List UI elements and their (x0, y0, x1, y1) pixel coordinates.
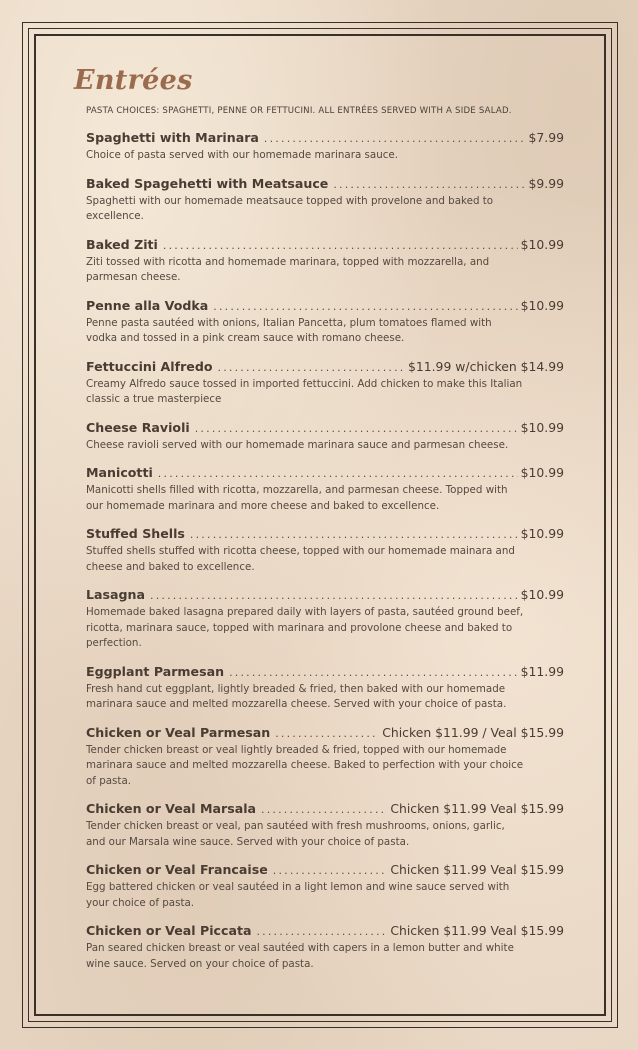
dot-leader (163, 238, 518, 254)
menu-item-name: Spaghetti with Marinara (86, 130, 259, 145)
menu-item-description: Stuffed shells stuffed with ricotta cheese, topped with our homemade mainara and cheese and baked to excellence. (86, 545, 515, 573)
menu-item (86, 664, 564, 713)
menu-item-header (86, 465, 564, 482)
menu-item-price: $10.99 (520, 587, 564, 602)
dot-leader (264, 131, 526, 147)
menu-item-header (86, 420, 564, 437)
menu-item-description: Fresh hand cut eggplant, lightly breaded & fried, then baked with our homemade marinara sauce and melted mozzarella cheese. Served with your choice of pasta. (86, 682, 507, 710)
menu-item-name: Chicken or Veal Marsala (86, 801, 257, 816)
dot-leader (190, 527, 518, 543)
dot-leader (158, 466, 518, 482)
menu-item (86, 359, 564, 408)
section-subtitle: PASTA CHOICES: SPAGHETTI, PENNE OR FETTUCINI. ALL ENTRÉES SERVED WITH A SIDE SALAD. (86, 106, 512, 116)
menu-item (86, 526, 564, 575)
menu-item (86, 298, 564, 347)
menu-item-header (86, 298, 564, 315)
menu-item-description: Creamy Alfredo sauce tossed in imported fettuccini. Add chicken to make this Italian classic a true masterpiece (86, 377, 523, 405)
menu-item-header (86, 359, 564, 376)
menu-item-price: $10.99 (520, 465, 564, 480)
menu-item-header (86, 130, 564, 147)
menu-item-name: Penne alla Vodka (86, 297, 209, 313)
menu-item-price: Chicken $11.99 Veal $15.99 (390, 801, 564, 816)
menu-item-header (86, 801, 564, 818)
menu-item-description: Tender chicken breast or veal, pan sautéed with fresh mushrooms, onions, garlic, and our Marsala wine sauce. Served with your choice of pasta. (86, 820, 505, 848)
dot-leader (256, 924, 387, 940)
dot-leader (150, 588, 518, 604)
menu-item-name: Manicotti (86, 465, 153, 480)
menu-item-price: $10.99 (520, 419, 564, 435)
dot-leader (218, 360, 405, 376)
menu-item-description: Homemade baked lasagna prepared daily with layers of pasta, sautéed ground beef, ricotta, marinara sauce, topped with marinara and provolone cheese and baked to perfection. (86, 606, 524, 649)
menu-item-description: Penne pasta sautéed with onions, Italian Pancetta, plum tomatoes flamed with vodka and tossed in a pink cream sauce with romano cheese. (86, 316, 492, 344)
menu-item-name: Chicken or Veal Parmesan (86, 724, 271, 740)
menu-item (86, 587, 564, 652)
section-title: Entrées (74, 65, 193, 96)
dot-leader (229, 665, 518, 681)
menu-item-description: Manicotti shells filled with ricotta, mozzarella, and parmesan cheese. Topped with our homemade marinara and more cheese and baked to excellence. (86, 484, 508, 512)
menu-item (86, 862, 564, 911)
menu-item-description: Choice of pasta served with our homemade marinara sauce. (86, 149, 399, 161)
menu-item (86, 923, 564, 972)
dot-leader (213, 299, 517, 315)
menu-item (86, 420, 564, 454)
dot-leader (273, 863, 388, 879)
menu-item-description: Cheese ravioli served with our homemade marinara sauce and parmesan cheese. (86, 438, 509, 451)
menu-item-price: Chicken $11.99 / Veal $15.99 (382, 724, 564, 740)
menu-item-header (86, 526, 564, 543)
menu-item (86, 176, 564, 225)
menu-item-price: $9.99 (528, 175, 564, 191)
menu-item-description: Pan seared chicken breast or veal sautéed with capers in a lemon butter and white wine sauce. Served on your choice of pasta. (86, 942, 514, 970)
menu-item-name: Chicken or Veal Piccata (86, 923, 252, 938)
menu-item-name: Cheese Ravioli (86, 419, 190, 435)
menu-item-header (86, 587, 564, 604)
menu-item-header (86, 176, 564, 193)
menu-item (86, 237, 564, 286)
menu-item (86, 465, 564, 514)
menu-section (74, 64, 564, 984)
menu-item-header (86, 923, 564, 940)
menu-item-name: Lasagna (86, 587, 145, 602)
menu-item-name: Baked Spagehetti with Meatsauce (86, 175, 329, 191)
menu-item-header (86, 237, 564, 254)
menu-item-name: Eggplant Parmesan (86, 663, 225, 679)
menu-items-list (86, 130, 564, 972)
dot-leader (333, 177, 525, 193)
menu-item (86, 130, 564, 164)
dot-leader (275, 726, 379, 742)
menu-item-name: Baked Ziti (86, 236, 158, 252)
menu-item-description: Egg battered chicken or veal sautéed in a light lemon and wine sauce served with your choice of pasta. (86, 881, 510, 909)
menu-item-price: $10.99 (520, 297, 564, 313)
menu-item-header (86, 725, 564, 742)
menu-item-header (86, 664, 564, 681)
menu-item-name: Fettuccini Alfredo (86, 358, 213, 374)
menu-item-name: Chicken or Veal Francaise (86, 862, 268, 877)
menu-item (86, 801, 564, 850)
menu-item-price: $11.99 (520, 663, 564, 679)
menu-item-price: Chicken $11.99 Veal $15.99 (390, 862, 564, 877)
menu-item-description: Ziti tossed with ricotta and homemade marinara, topped with mozzarella, and parmesan cheese. (86, 255, 490, 283)
menu-item-name: Stuffed Shells (86, 526, 185, 541)
menu-item-description: Tender chicken breast or veal lightly breaded & fried, topped with our homemade marinara sauce and melted mozzarella cheese. Baked to perfection with your choice of pasta. (86, 743, 524, 787)
menu-item-price: $7.99 (528, 130, 564, 145)
dot-leader (261, 802, 387, 818)
dot-leader (195, 421, 518, 437)
menu-item-header (86, 862, 564, 879)
menu-item-price: $10.99 (520, 236, 564, 252)
menu-item-price: $11.99 w/chicken $14.99 (407, 358, 564, 374)
menu-item (86, 725, 564, 790)
menu-item-price: Chicken $11.99 Veal $15.99 (390, 923, 564, 938)
menu-item-price: $10.99 (520, 526, 564, 541)
menu-item-description: Spaghetti with our homemade meatsauce topped with provelone and baked to excellence. (86, 194, 494, 222)
